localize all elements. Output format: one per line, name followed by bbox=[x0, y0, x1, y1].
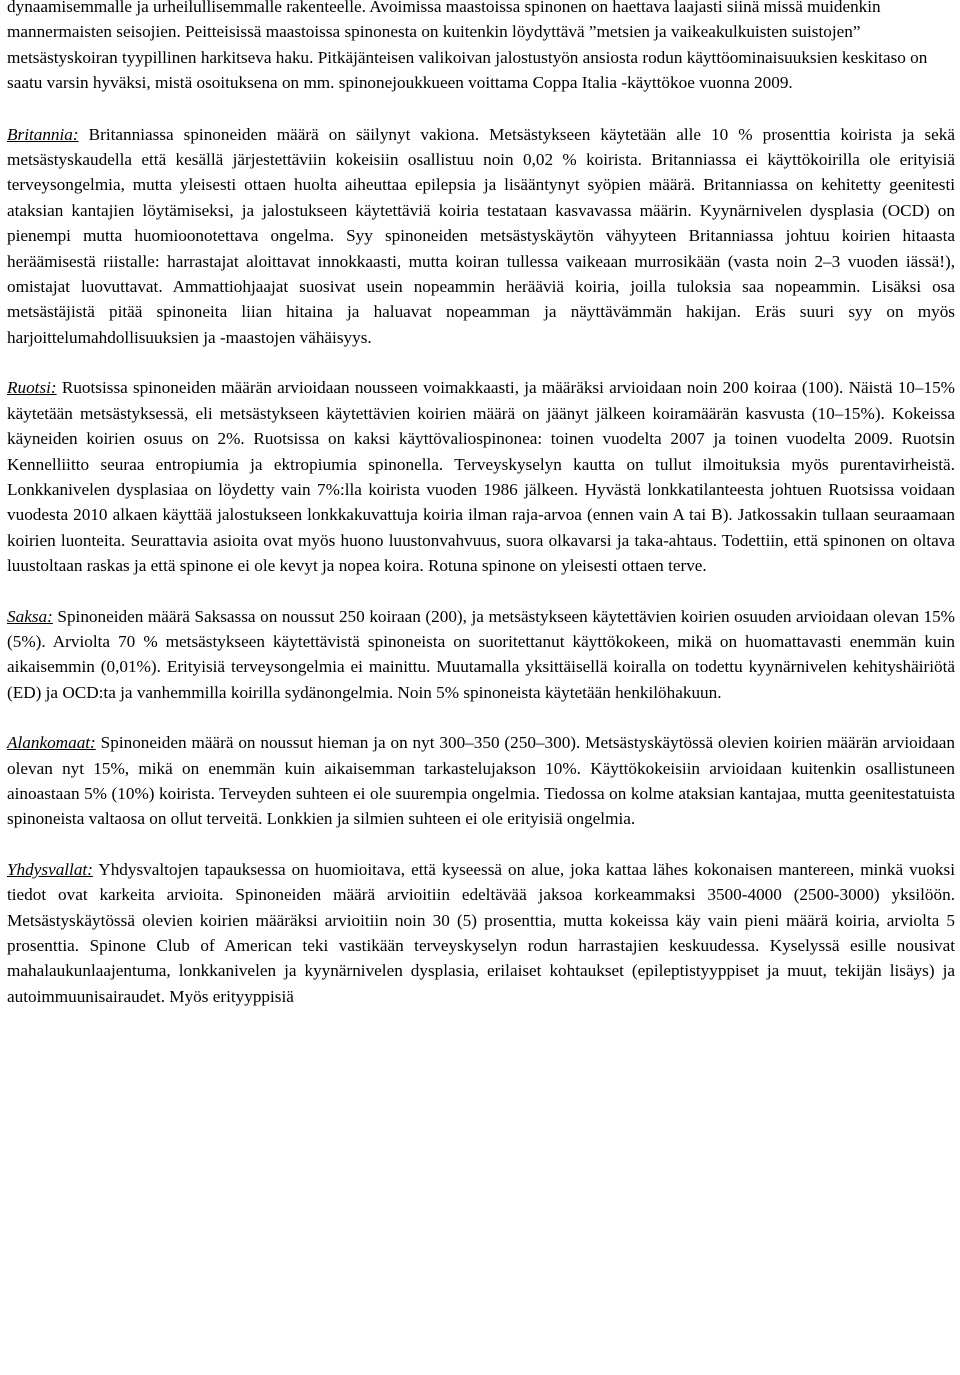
section-alankomaat bbox=[7, 730, 955, 832]
section-britannia-text: Britanniassa spinoneiden määrä on säilynyt vakiona. Metsästykseen käytetään alle 10 % prosenttia koirista ja sekä metsästyskaudella että kesällä järjestettäviin kokeisiin osallistuu noin 0,02 % koirista. Britanniassa ei käyttökoirilla ole erityisiä terveysongelmia, mutta yleisesti ottaen huolta aiheuttaa epilepsia ja lisääntynyt syöpien määrä. Britanniassa on kehitetty geenitesti ataksian kantajien löytämiseksi, ja jalostukseen käytettäviä koiria testataan kasvavassa määrin. Kyynärnivelen dysplasia (OCD) on pienempi mutta huomioonotettava ongelma. Syy spinoneiden metsästyskäytön vähyyteen Britanniassa johtuu koirien hitaasta heräämisestä riistalle: harrastajat aloittavat innokkaasti, mutta koiran tullessa vaikeaan murrosikään (vasta noin 2–3 vuoden iässä!), omistajat luovuttavat. Ammattiohjaajat suosivat usein nopeammin herääviä koiria, joilla tuloksia saa nopeammin. Lisäksi osa metsästäjistä pitää spinoneita liian hitaina ja haluavat nopeamman ja näyttävämmän hakijan. Eräs suuri syy on myös harjoittelumahdollisuuksien ja -maastojen vähäisyys. bbox=[7, 124, 955, 347]
section-alankomaat-text: Spinoneiden määrä on noussut hieman ja on nyt 300–350 (250–300). Metsästyskäytössä olevien koirien määrän arvioidaan olevan nyt 15%, mikä on enemmän kuin aikaisemman tarkastelujakson 10%. Käyttökokeisiin arvioidaan kuitenkin osallistuneen ainoastaan 5% (10%) koirista. Terveyden suhteen ei ole suurempia ongelmia. Tiedossa on kolme ataksian kantajaa, mutta geenitestatuista spinoneista valtaosa on ollut terveitä. Lonkkien ja silmien suhteen ei ole erityisiä ongelmia. bbox=[7, 733, 955, 829]
section-saksa-text: Spinoneiden määrä Saksassa on noussut 250 koiraan (200), ja metsästykseen käytettävien koirien osuuden arvioidaan olevan 15% (5%). Arviolta 70 % metsästykseen käytettävistä spinoneista on suoritettanut käyttökokeen, mikä on huomattavasti enemmän kuin aikaisemmin (0,01%). Erityisiä terveysongelmia ei mainittu. Muutamalla yksittäisellä koiralla on todettu kyynärnivelen kehityshäiriötä (ED) ja OCD:ta ja vanhemmilla koirilla sydänongelmia. Noin 5% spinoneista käytetään henkilöhakuun. bbox=[7, 606, 955, 702]
document-page bbox=[7, 0, 955, 1009]
section-saksa bbox=[7, 604, 955, 706]
section-britannia bbox=[7, 122, 955, 351]
country-heading-britannia: Britannia: bbox=[7, 124, 79, 144]
country-heading-ruotsi: Ruotsi: bbox=[7, 378, 57, 398]
country-heading-alankomaat: Alankomaat: bbox=[7, 733, 96, 753]
section-yhdysvallat bbox=[7, 857, 955, 1009]
country-heading-saksa: Saksa: bbox=[7, 606, 53, 626]
section-yhdysvallat-text: Yhdysvaltojen tapauksessa on huomioitava, että kyseessä on alue, joka kattaa lähes kokonaisen mantereen, minkä vuoksi tiedot ovat karkeita arvioita. Spinoneiden määrä arvioitiin edeltävää jaksoa korkeammaksi 3500-4000 (2500-3000) yksilöön. Metsästyskäytössä olevien koirien määräksi arvioitiin noin 30 (5) prosenttia, mutta kokeissa käy vain pieni määrä koiria, arviolta 5 prosenttia. Spinone Club of American teki vastikään terveyskyselyn rodun harrastajien keskuudessa. Kyselyssä esille nousivat mahalaukunlaajentuma, lonkkanivelen ja kyynärnivelen dysplasia, erilaiset kohtaukset (epileptistyyppiset ja muut, tekijän lisäys) ja autoimmuunisairaudet. Myös erityyppisiä bbox=[7, 859, 955, 1006]
section-ruotsi bbox=[7, 375, 955, 578]
section-ruotsi-text: Ruotsissa spinoneiden määrän arvioidaan nousseen voimakkaasti, ja määräksi arvioidaan noin 200 koiraa (100). Näistä 10–15% käytetään metsästyksessä, eli metsästykseen käytettävien koirien määrä on jäänyt jälkeen koiramäärän kasvusta (10–15%). Kokeissa käyneiden koirien osuus on 2%. Ruotsissa on kaksi käyttövaliospinonea: toinen vuodelta 2007 ja toinen vuodelta 2009. Ruotsin Kennelliitto seuraa entropiumia ja ektropiumia spinonella. Terveyskyselyn kautta on tullut ilmoituksia myös purentavirheistä. Lonkkanivelen dysplasiaa on löydetty vain 7%:lla koirista vuoden 1986 jälkeen. Hyvästä lonkkatilanteesta johtuen Ruotsissa voidaan vuodesta 2010 alkaen käyttää jalostukseen lonkkakuvattuja koiria ilman raja-arvoa (ennen vain A tai B). Jatkossakin tullaan seuraamaan koirien luonteita. Seurattavia asioita ovat myös huono luustonvahvuus, suora olkavarsi ja taka-ahtaus. Todettiin, että spinonen on oltava luustoltaan raskas ja että spinone ei ole kevyt ja nopea koira. Rotuna spinone on yleisesti ottaen terve. bbox=[7, 378, 955, 576]
intro-paragraph: dynaamisemmalle ja urheilullisemmalle rakenteelle. Avoimissa maastoissa spinonen on haettava laajasti siinä missä muidenkin mannermaisten seisojien. Peitteisissä maastoissa spinonesta on kuitenkin löydyttävä ”metsien ja vaikeakulkuisten suistojen” metsästyskoiran tyypillinen harkitseva haku. Pitkäjänteisen valikoivan jalostustyön ansiosta rodun käyttöominaisuuksien keskitaso on saatu varsin hyväksi, mistä osoituksena on mm. spinonejoukkueen voittama Coppa Italia -käyttökoe vuonna 2009. bbox=[7, 0, 928, 93]
country-heading-yhdysvallat: Yhdysvallat: bbox=[7, 859, 93, 879]
